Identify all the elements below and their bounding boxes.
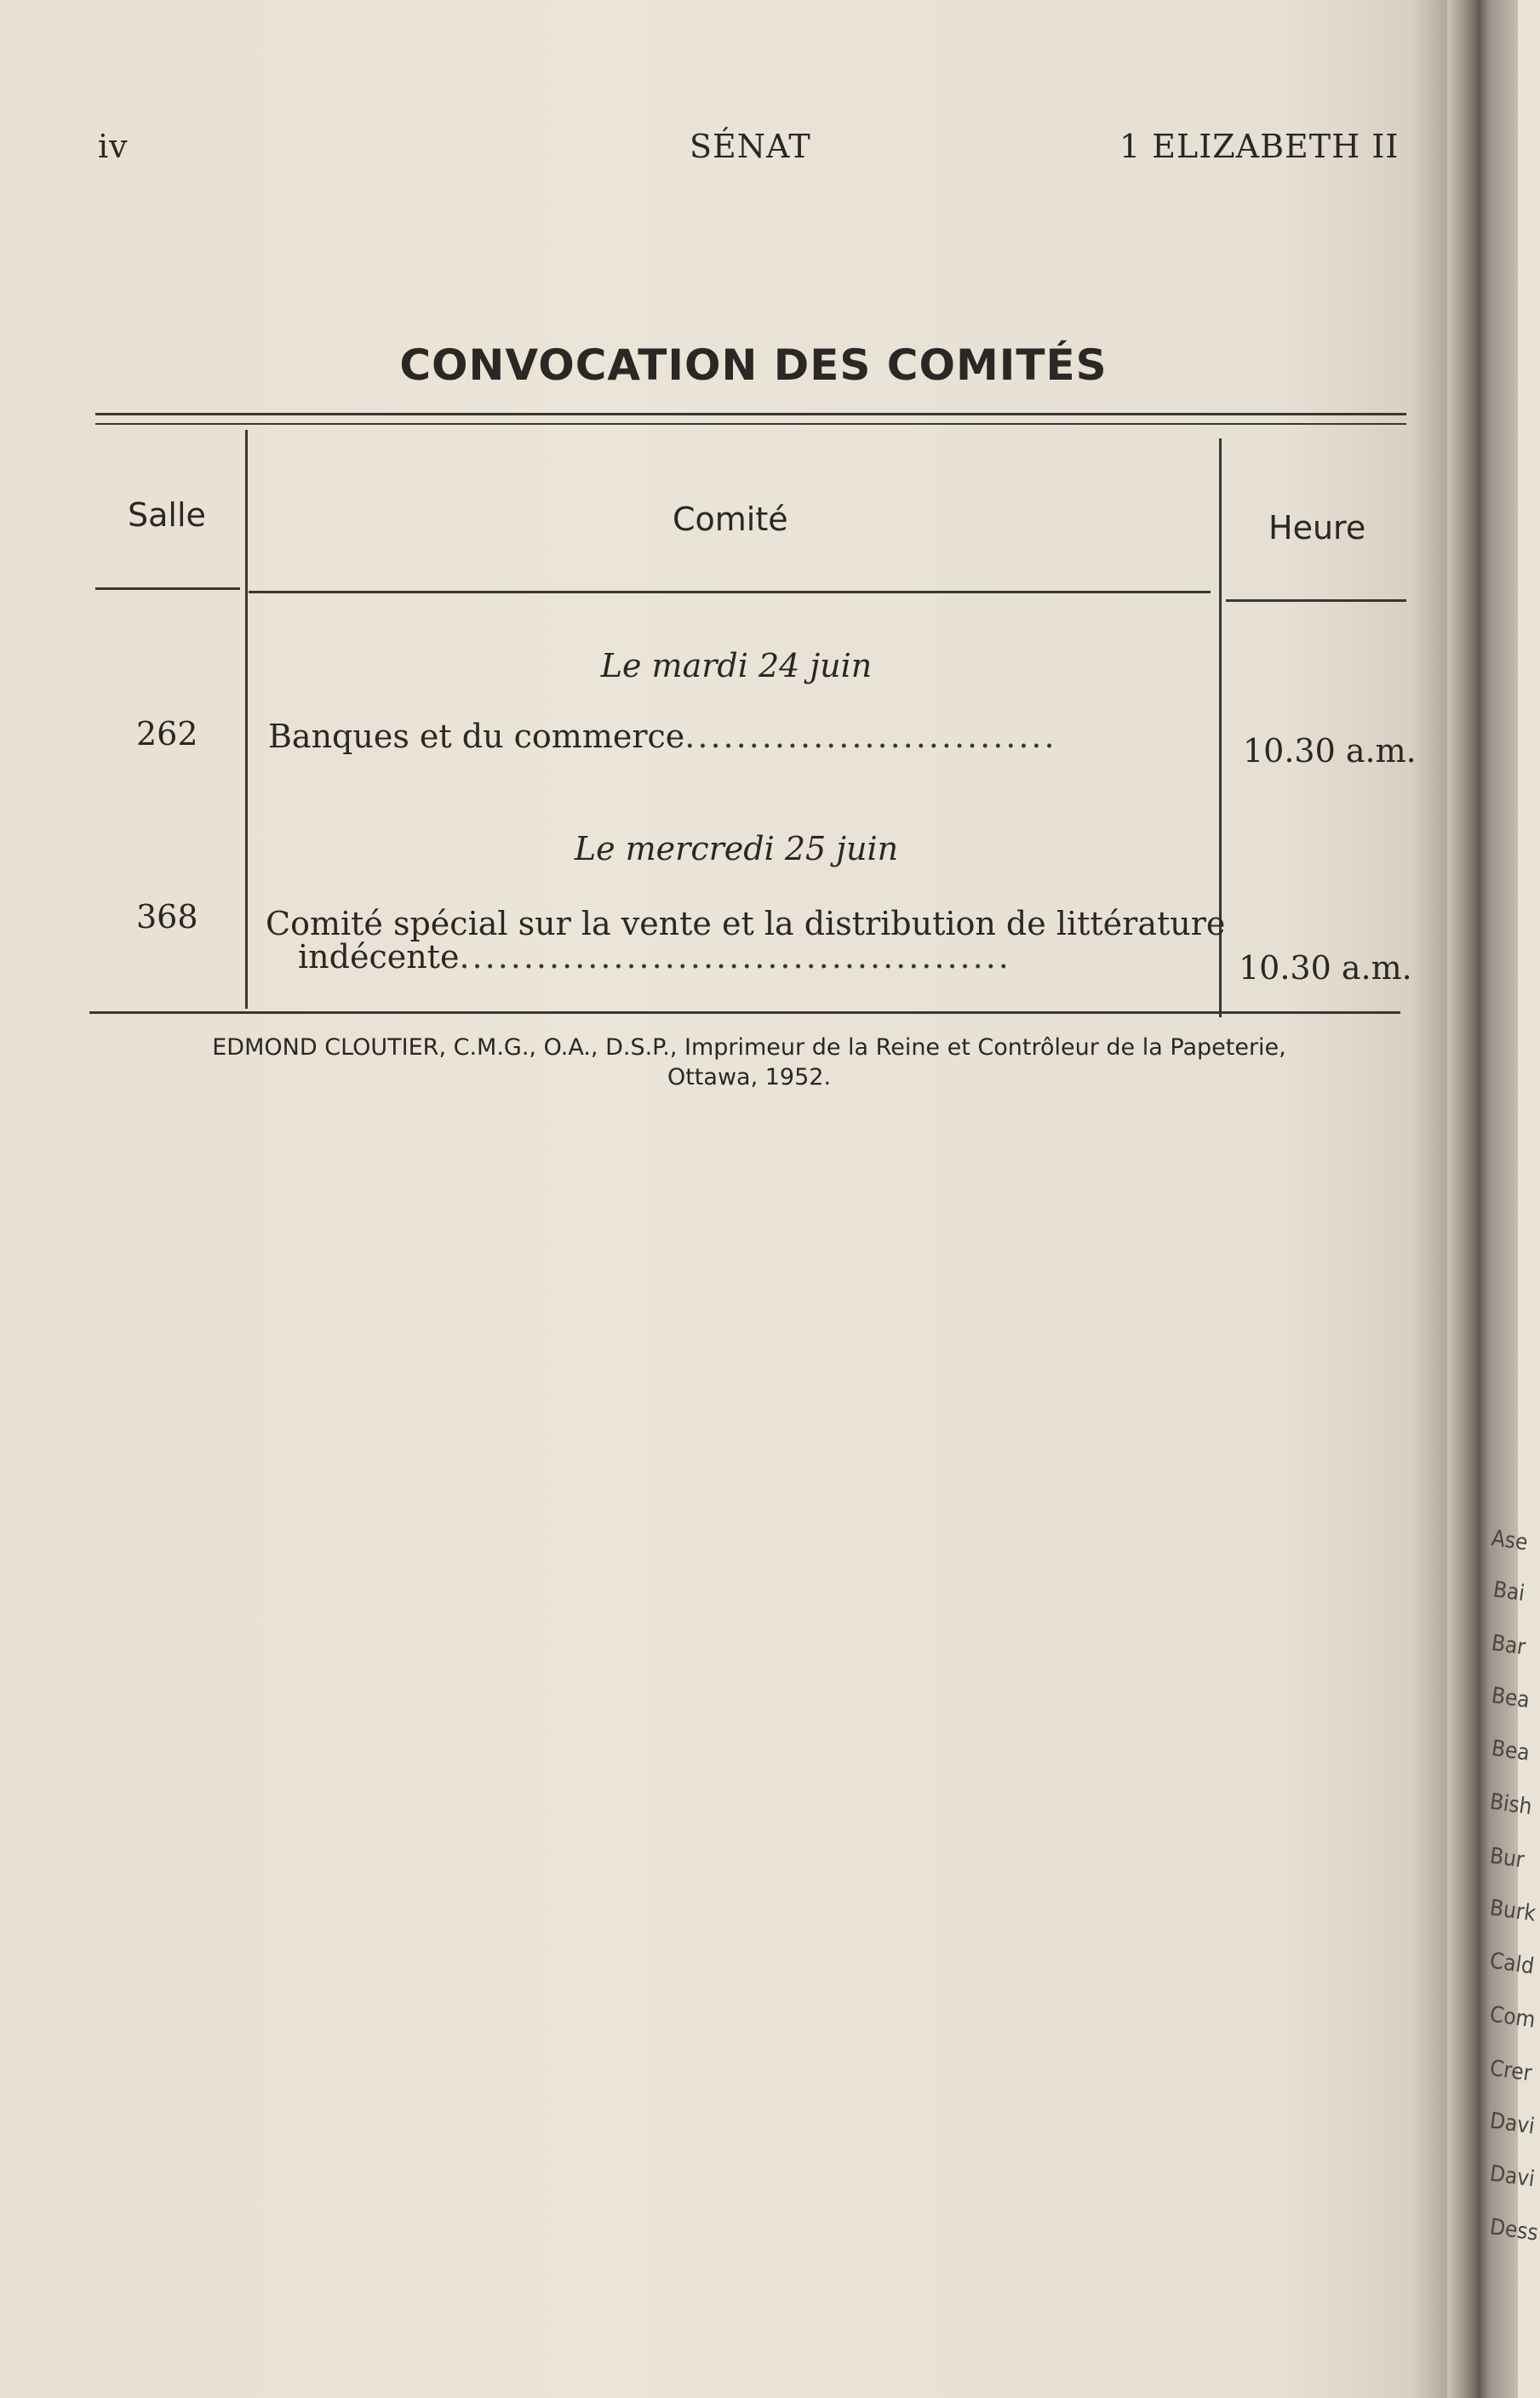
top-rule-second bbox=[95, 423, 1406, 425]
adjacent-page-fragment: Ase bbox=[1490, 1525, 1530, 1556]
room-number: 262 bbox=[136, 715, 198, 753]
adjacent-page-fragment: Burk bbox=[1488, 1895, 1537, 1927]
committee-name-text: Banques et du commerce bbox=[268, 718, 685, 755]
meeting-time: 10.30 a.m. bbox=[1243, 732, 1417, 770]
dot-leader: ............................. bbox=[684, 718, 1057, 755]
committee-name: Comité spécial sur la vente et la distribution de littérature bbox=[266, 905, 1226, 942]
page-number: iv bbox=[98, 128, 129, 165]
adjacent-page-fragment: Bea bbox=[1490, 1736, 1531, 1766]
meeting-time: 10.30 a.m. bbox=[1239, 949, 1412, 987]
committee-name-text: indécente bbox=[298, 938, 460, 976]
column-divider-left bbox=[245, 430, 248, 1009]
adjacent-page-fragment: Bur bbox=[1488, 1843, 1526, 1874]
adjacent-page-fragment: Dess bbox=[1488, 2214, 1540, 2246]
adjacent-page-fragment: Bar bbox=[1490, 1630, 1527, 1661]
adjacent-page-fragment: Davi bbox=[1488, 2160, 1537, 2193]
section-date: Le mercredi 25 juin bbox=[574, 830, 899, 867]
top-rule bbox=[95, 413, 1406, 415]
adjacent-page-fragment: Com bbox=[1488, 2001, 1537, 2034]
adjacent-page-fragment: Bea bbox=[1490, 1683, 1531, 1714]
column-header-room: Salle bbox=[128, 496, 206, 534]
imprint-line: EDMOND CLOUTIER, C.M.G., O.A., D.S.P., Imprimeur de la Reine et Contrôleur de la Papeterie, bbox=[212, 1034, 1286, 1061]
section-date: Le mardi 24 juin bbox=[600, 647, 873, 684]
header-rule-committee bbox=[249, 591, 1211, 593]
adjacent-page-fragment: Crer bbox=[1488, 2055, 1534, 2087]
running-head-right: 1 ELIZABETH II bbox=[1119, 128, 1400, 165]
bottom-rule bbox=[89, 1011, 1400, 1014]
running-head-center: SÉNAT bbox=[690, 128, 811, 165]
adjacent-page-fragment: Bish bbox=[1488, 1788, 1534, 1821]
committee-name-continued bbox=[298, 938, 1011, 976]
adjacent-page-fragment: Bai bbox=[1491, 1577, 1526, 1607]
dot-leader: ........................................... bbox=[459, 938, 1011, 976]
imprint-place-year: Ottawa, 1952. bbox=[667, 1064, 832, 1090]
column-header-committee: Comité bbox=[673, 501, 788, 538]
committee-name bbox=[268, 718, 1057, 755]
header-rule-time bbox=[1226, 599, 1406, 602]
column-header-time: Heure bbox=[1268, 509, 1366, 547]
adjacent-page-fragment: Davi bbox=[1488, 2108, 1537, 2140]
adjacent-page-fragment: Cald bbox=[1488, 1948, 1536, 1980]
room-number: 368 bbox=[136, 898, 198, 936]
header-rule-room bbox=[95, 587, 240, 590]
page-title: CONVOCATION DES COMITÉS bbox=[399, 341, 1108, 390]
